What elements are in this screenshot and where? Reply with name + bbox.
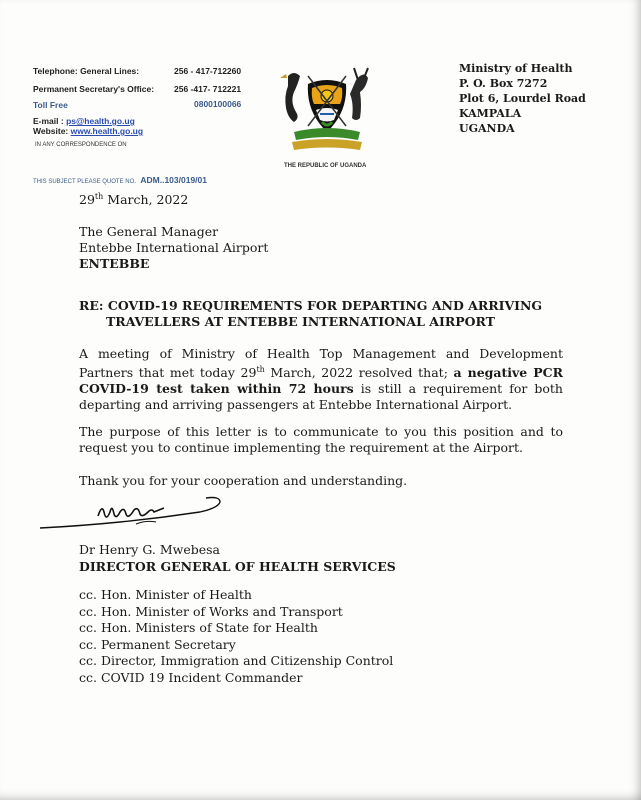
telephone-number: 256 - 417-712260 <box>174 66 242 76</box>
telephone-label: Telephone: General Lines: <box>33 66 140 76</box>
cc-item: cc. COVID 19 Incident Commander <box>79 669 303 685</box>
recipient-block <box>79 224 268 272</box>
cc-item: cc. Director, Immigration and Citizenship Control <box>79 653 394 668</box>
cc-item: cc. Hon. Ministers of State for Health <box>79 620 318 635</box>
website-line <box>33 126 143 136</box>
email-label: E-mail : <box>33 116 64 126</box>
signatory-name: Dr Henry G. Mwebesa <box>79 542 220 557</box>
toll-free-label: Toll Free <box>33 100 68 110</box>
address-line-city: KAMPALA <box>459 107 522 120</box>
address-line-pobox: P. O. Box 7272 <box>459 77 548 90</box>
date-suffix: th <box>94 192 104 201</box>
date-day: 29 <box>79 192 95 208</box>
para1-part-c: is still a requirement for both departing and arriving passengers at Entebbe International Airport. <box>79 381 563 413</box>
reference-number: ADM..103/019/01 <box>140 175 207 185</box>
toll-free-number: 0800100066 <box>194 99 242 109</box>
subject-heading <box>79 298 542 330</box>
date-rest: March, 2022 <box>107 192 189 208</box>
paragraph-thanks: Thank you for your cooperation and understanding. <box>79 473 408 488</box>
letter-date <box>79 192 188 207</box>
ps-office-label: Permanent Secretary's Office: <box>33 84 155 94</box>
cc-item: cc. Hon. Minister of Works and Transport <box>79 603 343 619</box>
para1-suffix: th <box>256 365 265 374</box>
paragraph-meeting <box>79 346 563 413</box>
para1-bold: a negative PCR COVID-19 test taken within 72 hours <box>79 365 563 397</box>
ministry-address <box>459 61 586 136</box>
email-line <box>33 116 135 126</box>
recipient-city: ENTEBBE <box>79 256 150 271</box>
cc-list <box>79 587 393 686</box>
handwritten-signature <box>36 494 226 536</box>
subject-line-2: TRAVELLERS AT ENTEBBE INTERNATIONAL AIRPORT <box>106 314 495 329</box>
republic-caption: THE REPUBLIC OF UGANDA <box>284 163 367 169</box>
address-line-country: UGANDA <box>459 122 515 135</box>
subject-line-1: RE: COVID-19 REQUIREMENTS FOR DEPARTING AND ARRIVING <box>79 298 543 313</box>
correspondence-note: IN ANY CORRESPONDENCE ON <box>35 142 127 148</box>
address-line-ministry: Ministry of Health <box>459 62 573 75</box>
para1-part-b: March, 2022 resolved that; <box>264 365 454 381</box>
paragraph-purpose: The purpose of this letter is to communicate to you this position and to request you to continue implementing the requirement at the Airport. <box>79 424 563 455</box>
cc-item: cc. Permanent Secretary <box>79 636 236 652</box>
reference-label: THIS SUBJECT PLEASE QUOTE NO. <box>33 179 136 185</box>
website-label: Website: <box>33 126 69 136</box>
ps-office-number: 256 -417- 712221 <box>174 84 242 94</box>
email-link[interactable]: ps@health.go.ug <box>66 116 135 126</box>
signatory-block <box>79 541 396 575</box>
website-link[interactable]: www.health.go.ug <box>70 126 144 136</box>
para1-part-a: A meeting of Ministry of Health Top Management and Development Partners that met today 29 <box>79 346 563 381</box>
reference-line <box>33 170 207 188</box>
recipient-organization: Entebbe International Airport <box>79 240 269 255</box>
cc-item: cc. Hon. Minister of Health <box>79 587 252 602</box>
address-line-plot: Plot 6, Lourdel Road <box>459 92 586 105</box>
recipient-title: The General Manager <box>79 224 219 239</box>
signatory-title: DIRECTOR GENERAL OF HEALTH SERVICES <box>79 559 396 574</box>
coat-of-arms-emblem <box>278 66 376 156</box>
